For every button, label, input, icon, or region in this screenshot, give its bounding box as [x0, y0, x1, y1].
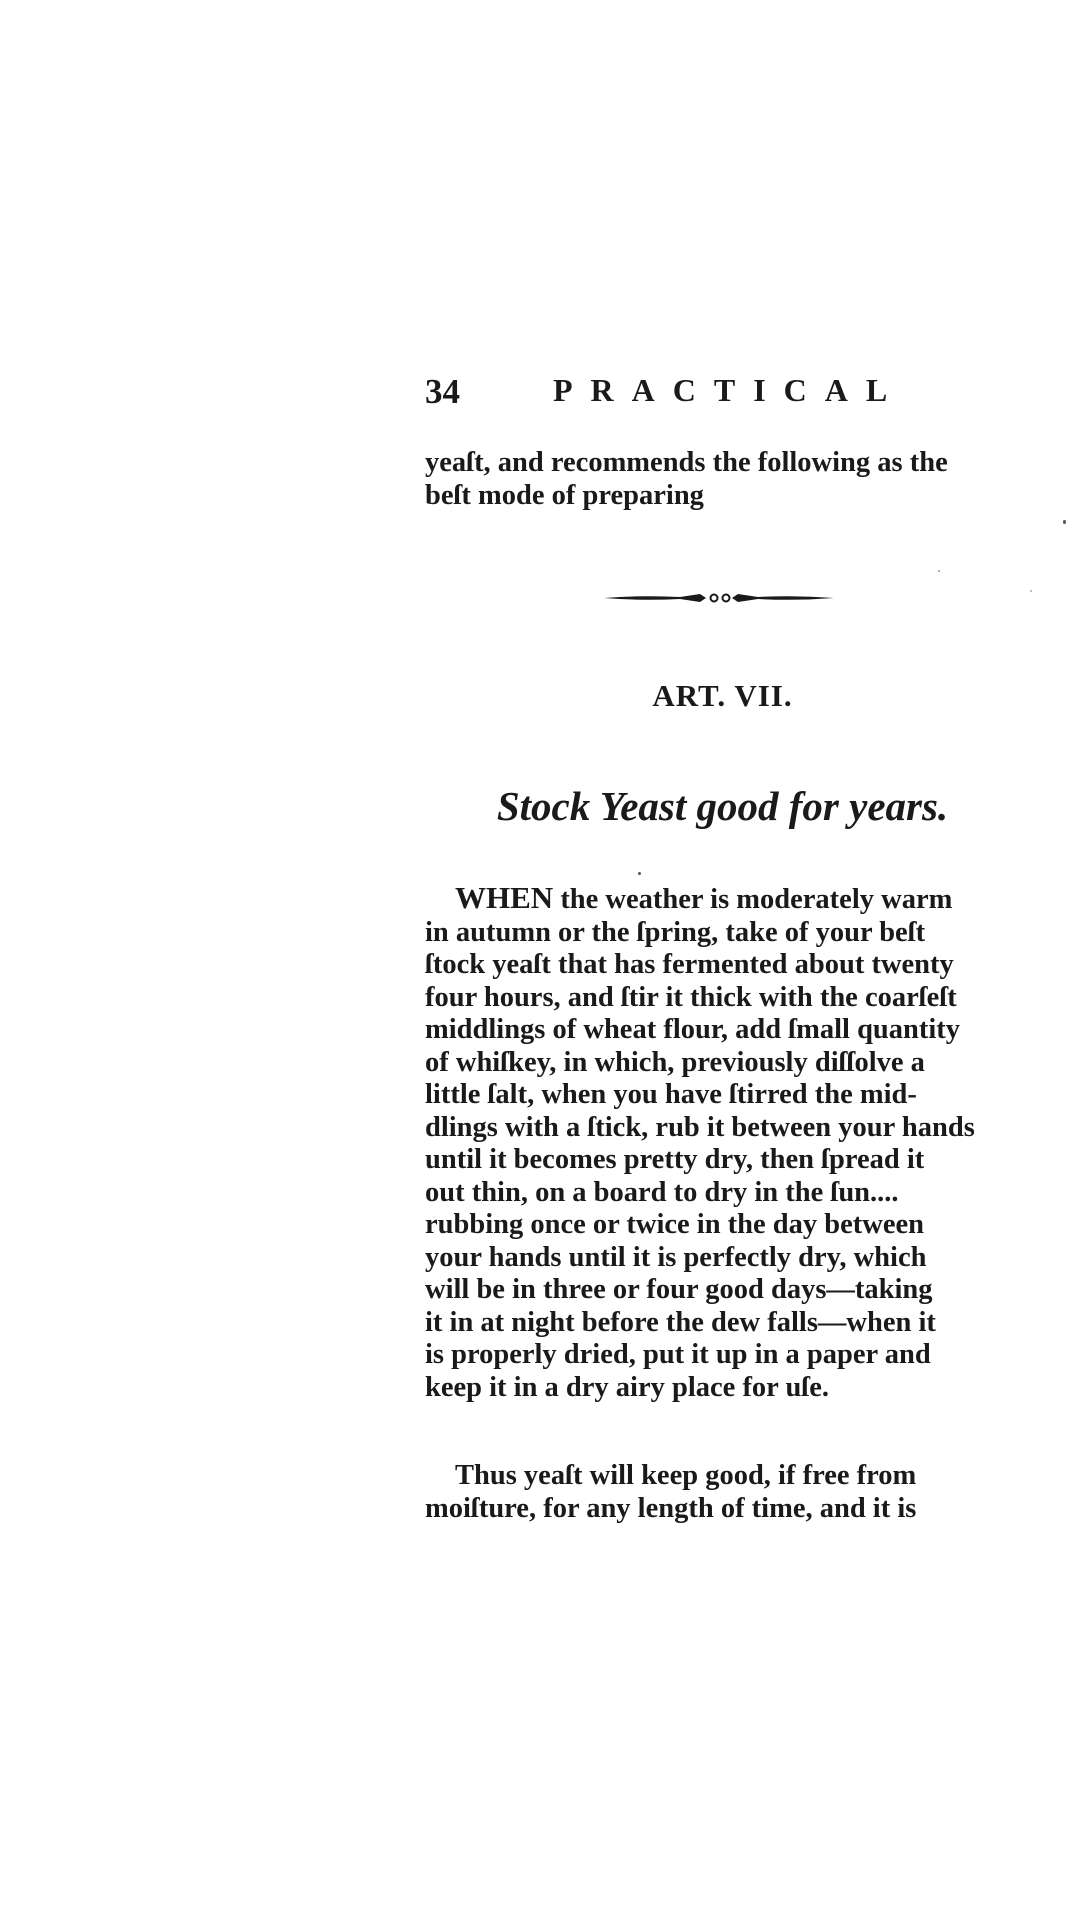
text-line: it in at night before the dew falls—when it — [425, 1306, 936, 1338]
article-number: ART. VII. — [652, 678, 793, 713]
text-line: of whiſkey, in which, previously diſſolve a — [425, 1046, 925, 1078]
article-title: Stock Yeast good for years. — [496, 783, 949, 829]
text-line: dlings with a ſtick, rub it between your hands — [425, 1111, 975, 1143]
text-line: in autumn or the ſpring, take of your beſt — [425, 916, 926, 948]
intro-paragraph — [425, 447, 1020, 512]
text-line — [425, 882, 1020, 917]
text-line: out thin, on a board to dry in the ſun.... — [425, 1176, 899, 1208]
paper-speck — [638, 872, 641, 875]
text-line: little ſalt, when you have ſtirred the mid- — [425, 1079, 917, 1110]
paper-speck — [1063, 520, 1066, 524]
page-number: 34 — [425, 372, 460, 411]
text-line: middlings of wheat flour, add ſmall quantity — [425, 1014, 961, 1045]
text-line: will be in three or four good days—taking — [425, 1274, 933, 1305]
paper-speck — [1030, 590, 1032, 592]
running-head: PRACTICAL — [553, 372, 906, 408]
text-line: until it becomes pretty dry, then ſpread it — [425, 1144, 925, 1175]
text-line: keep it in a dry airy place for uſe. — [425, 1371, 829, 1403]
paper-speck — [938, 570, 940, 572]
first-line-rest: the weather is moderately warm — [553, 884, 953, 915]
text-line: ſtock yeaſt that has fermented about twenty — [425, 949, 954, 980]
text-line: four hours, and ſtir it thick with the coarſeſt — [425, 981, 957, 1013]
text-line: rubbing once or twice in the day between — [425, 1209, 925, 1240]
text-line: is properly dried, put it up in a paper and — [425, 1339, 931, 1370]
drop-word: WHEN — [455, 880, 554, 915]
page-header — [425, 372, 1035, 422]
text-line: beſt mode of preparing — [425, 479, 704, 511]
text-line: moiſture, for any length of time, and it is — [425, 1492, 917, 1524]
text-line: yeaſt, and recommends the following as the — [425, 447, 948, 478]
ornamental-divider — [602, 585, 836, 611]
continuation-paragraph — [425, 1460, 1020, 1525]
text-line: Thus yeaſt will keep good, if free from — [455, 1460, 917, 1491]
text-line: your hands until it is perfectly dry, which — [425, 1241, 927, 1273]
main-paragraph — [425, 882, 1020, 1404]
